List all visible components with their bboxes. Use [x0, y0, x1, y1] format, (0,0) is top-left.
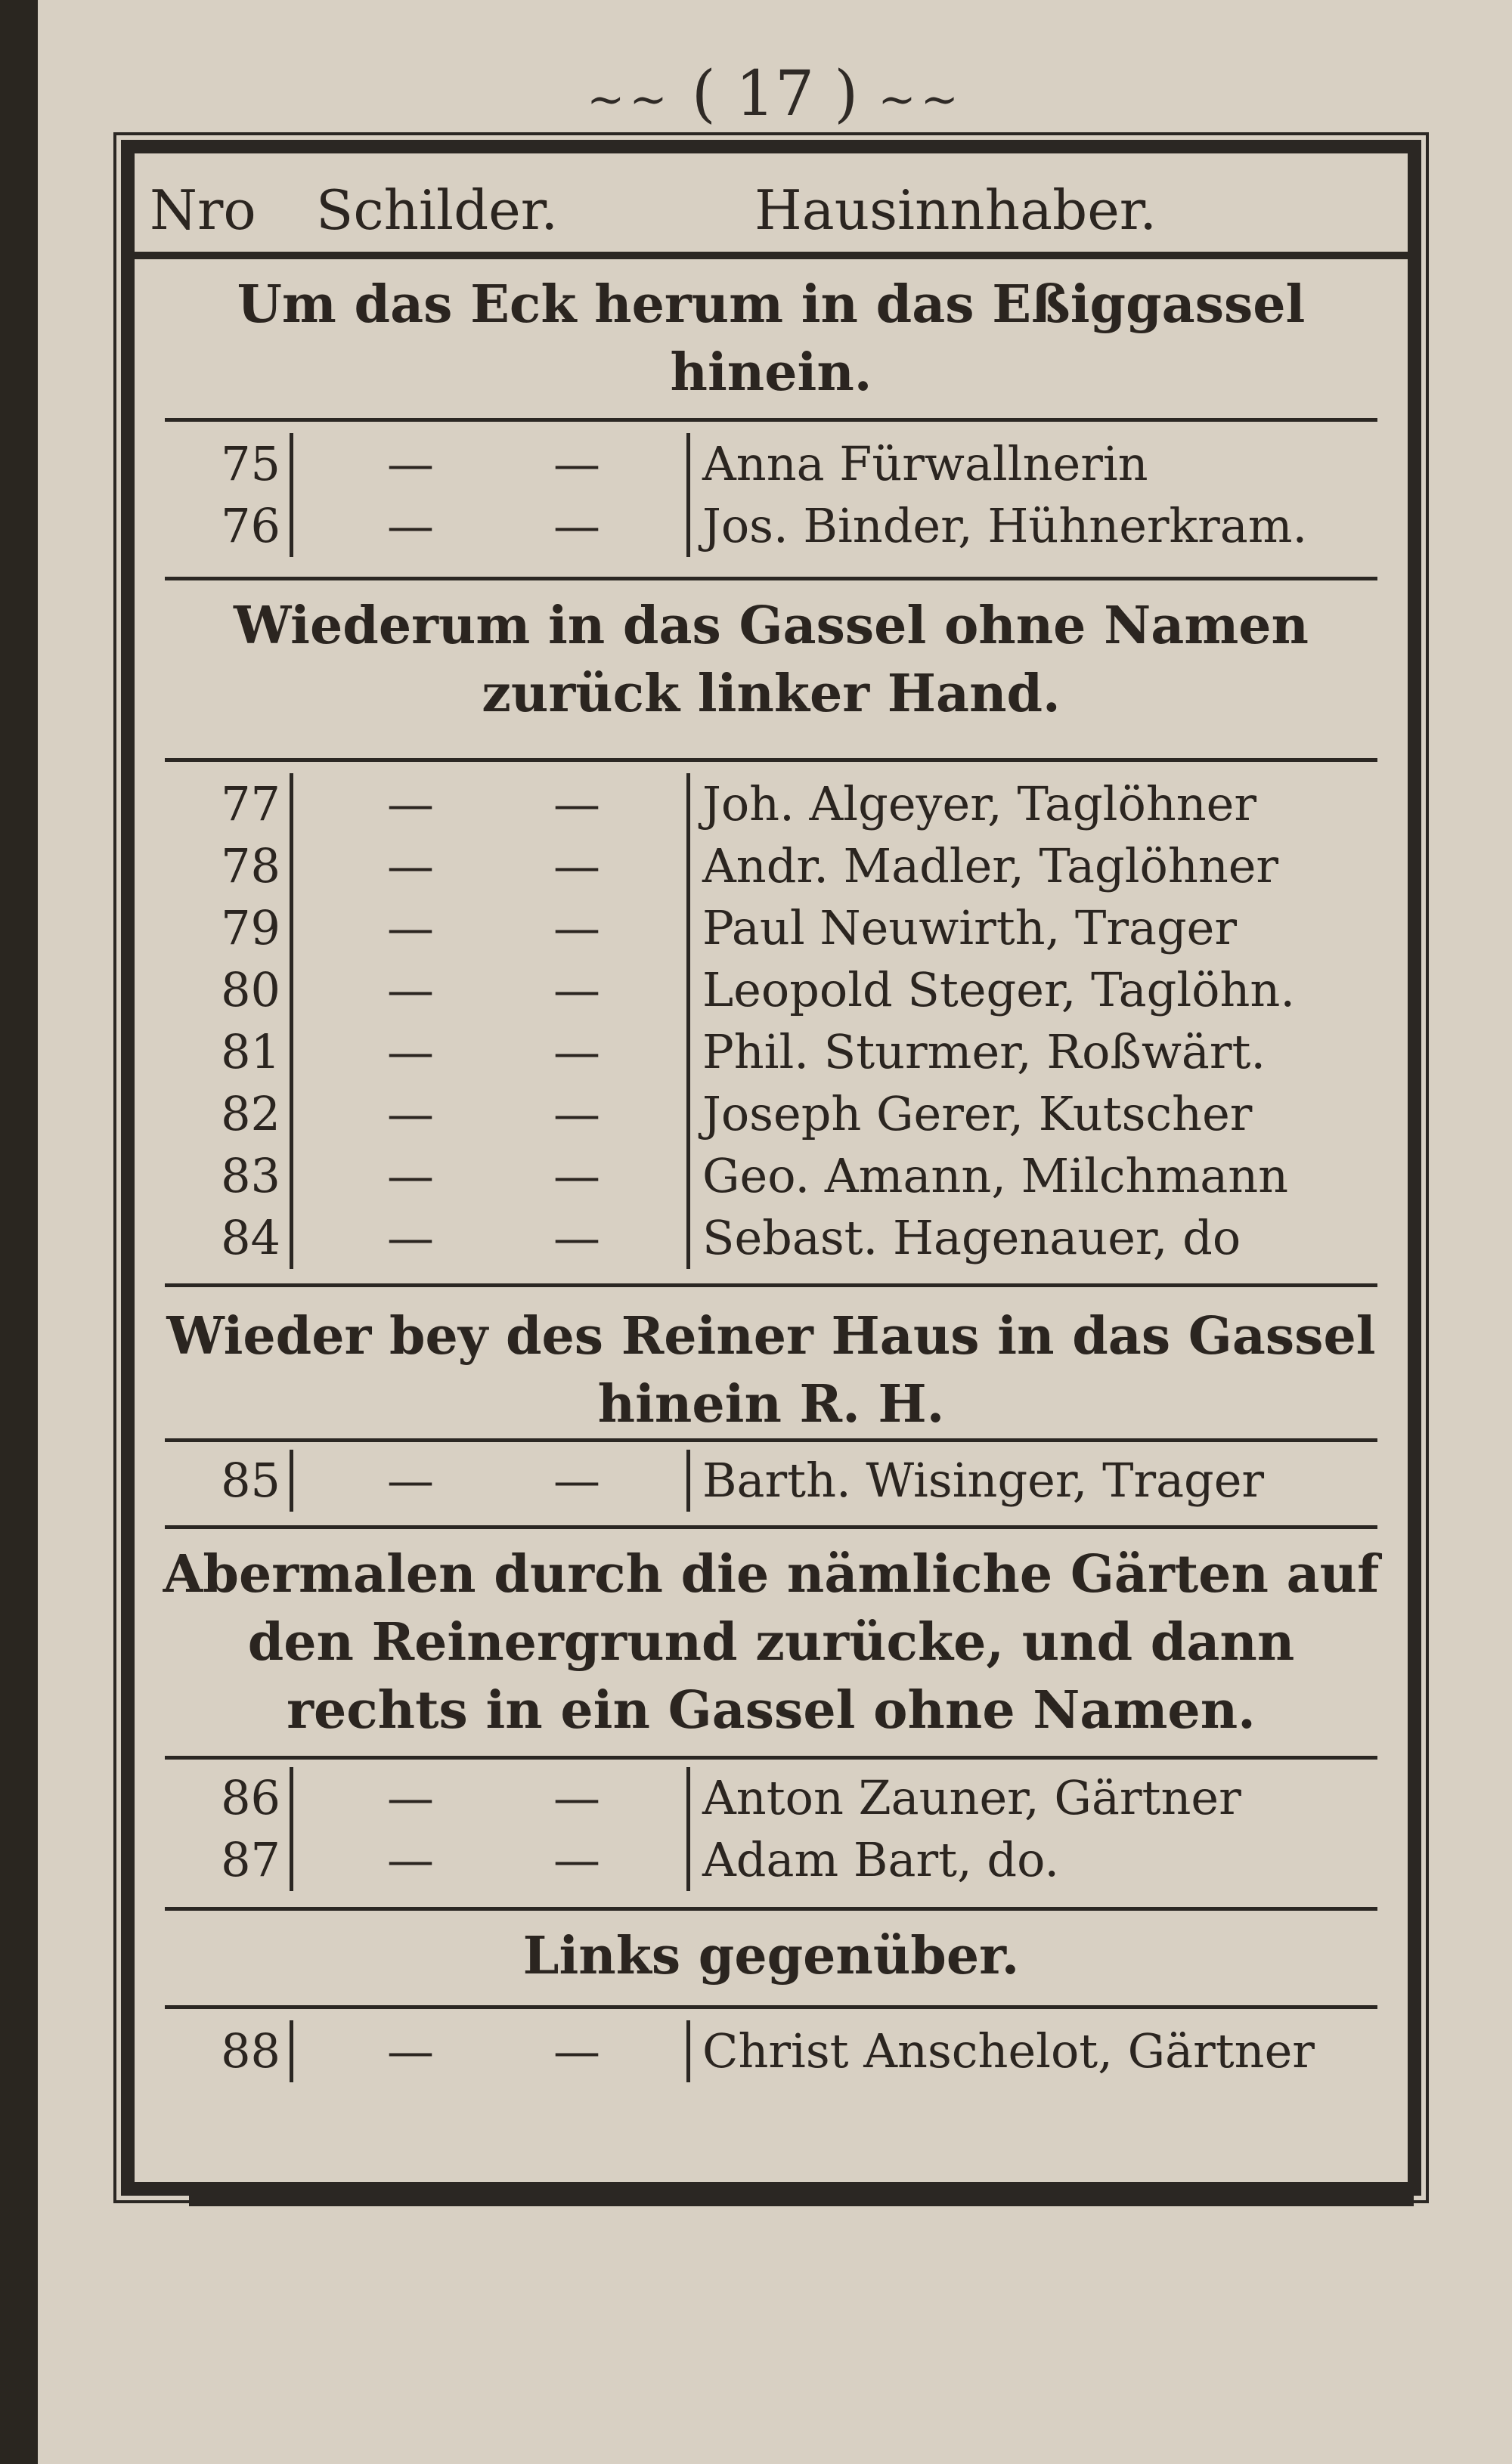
dash: —: [387, 1770, 434, 1825]
dash: —: [387, 1148, 434, 1203]
dash: —: [553, 436, 600, 491]
section-title: Wiederum in das Gassel ohne Namen zurück linker Hand.: [234, 596, 1309, 724]
header-ornament-left: ~~: [587, 73, 672, 126]
table-row: [135, 1767, 1408, 1829]
dash: —: [553, 1086, 600, 1141]
house-number: 78: [180, 835, 293, 897]
owner-name: Barth. Wisinger, Trager: [686, 1450, 1264, 1512]
owner-name: Leopold Steger, Taglöhn.: [686, 959, 1295, 1021]
section-rule: [165, 2005, 1377, 2009]
house-number: 85: [180, 1450, 293, 1512]
table-row: [135, 773, 1408, 835]
dash: —: [553, 962, 600, 1017]
section-title: Um das Eck herum in das Eßiggassel hinein.: [237, 274, 1306, 403]
dash: —: [553, 2023, 600, 2079]
dash: —: [553, 498, 600, 553]
table-row: [135, 897, 1408, 959]
column-schilder: Schilder.: [316, 178, 559, 242]
section-rule: [165, 1283, 1377, 1287]
dash: —: [387, 1024, 434, 1079]
book-page: [38, 0, 1512, 2464]
table-row: [135, 1145, 1408, 1207]
dash: —: [553, 1210, 600, 1265]
dash: —: [553, 1024, 600, 1079]
table-row: [135, 433, 1408, 495]
section-title: Wieder bey des Reiner Haus in das Gassel hinein R. H.: [166, 1306, 1376, 1435]
dash: —: [387, 436, 434, 491]
section-rule: [165, 758, 1377, 762]
table-row: [135, 1083, 1408, 1145]
house-number: 87: [180, 1829, 293, 1891]
header-ornament-right: ~~: [878, 73, 963, 126]
section-rule: [165, 1525, 1377, 1529]
bottom-rule: [189, 2196, 1414, 2206]
column-header: [135, 169, 1408, 259]
table-row: [135, 1829, 1408, 1891]
owner-name: Adam Bart, do.: [686, 1829, 1059, 1891]
house-number: 79: [180, 897, 293, 959]
dash: —: [387, 1453, 434, 1508]
section-title: Links gegenüber.: [522, 1926, 1020, 1986]
dash: —: [553, 776, 600, 831]
page-header: [38, 53, 1512, 136]
dash: —: [553, 1148, 600, 1203]
house-number: 81: [180, 1021, 293, 1083]
owner-name: Jos. Binder, Hühnerkram.: [686, 495, 1307, 557]
table-row: [135, 1207, 1408, 1269]
owner-name: Paul Neuwirth, Trager: [686, 897, 1237, 959]
dash: —: [553, 900, 600, 955]
owner-name: Anton Zauner, Gärtner: [686, 1767, 1241, 1829]
dash: —: [553, 1832, 600, 1887]
owner-name: Phil. Sturmer, Roßwärt.: [686, 1021, 1266, 1083]
dash: —: [553, 1453, 600, 1508]
column-hausinnhaber: Hausinnhaber.: [754, 178, 1157, 242]
house-number: 86: [180, 1767, 293, 1829]
table-row: [135, 835, 1408, 897]
owner-name: Geo. Amann, Milchmann: [686, 1145, 1288, 1207]
dash: —: [553, 1770, 600, 1825]
section-rule: [165, 1756, 1377, 1760]
table-row: [135, 959, 1408, 1021]
dash: —: [387, 1210, 434, 1265]
dash: —: [387, 962, 434, 1017]
section-rule: [165, 418, 1377, 422]
owner-name: Andr. Madler, Taglöhner: [686, 835, 1278, 897]
dash: —: [387, 1832, 434, 1887]
dash: —: [387, 776, 434, 831]
house-number: 83: [180, 1145, 293, 1207]
table-frame: [121, 140, 1421, 2196]
owner-name: Joseph Gerer, Kutscher: [686, 1083, 1252, 1145]
page-number: ( 17 ): [691, 58, 859, 130]
owner-name: Christ Anschelot, Gärtner: [686, 2020, 1315, 2082]
house-number: 82: [180, 1083, 293, 1145]
house-number: 88: [180, 2020, 293, 2082]
dash: —: [387, 498, 434, 553]
dash: —: [387, 1086, 434, 1141]
section-rule: [165, 1907, 1377, 1911]
owner-name: Anna Fürwallnerin: [686, 433, 1148, 495]
house-number: 75: [180, 433, 293, 495]
table-row: [135, 495, 1408, 557]
house-number: 76: [180, 495, 293, 557]
section-title: Abermalen durch die nämliche Gärten auf den Reinergrund zurücke, und dann rechts in ein Gassel ohne Namen.: [163, 1544, 1380, 1741]
section-rule: [165, 577, 1377, 580]
house-number: 80: [180, 959, 293, 1021]
dash: —: [553, 838, 600, 893]
owner-name: Sebast. Hagenauer, do: [686, 1207, 1241, 1269]
table-row: [135, 1450, 1408, 1512]
dash: —: [387, 838, 434, 893]
table-row: [135, 1021, 1408, 1083]
owner-name: Joh. Algeyer, Taglöhner: [686, 773, 1256, 835]
house-number: 84: [180, 1207, 293, 1269]
house-number: 77: [180, 773, 293, 835]
dash: —: [387, 900, 434, 955]
dash: —: [387, 2023, 434, 2079]
column-nr: Nro: [150, 178, 256, 242]
section-rule: [165, 1438, 1377, 1442]
table-row: [135, 2020, 1408, 2082]
